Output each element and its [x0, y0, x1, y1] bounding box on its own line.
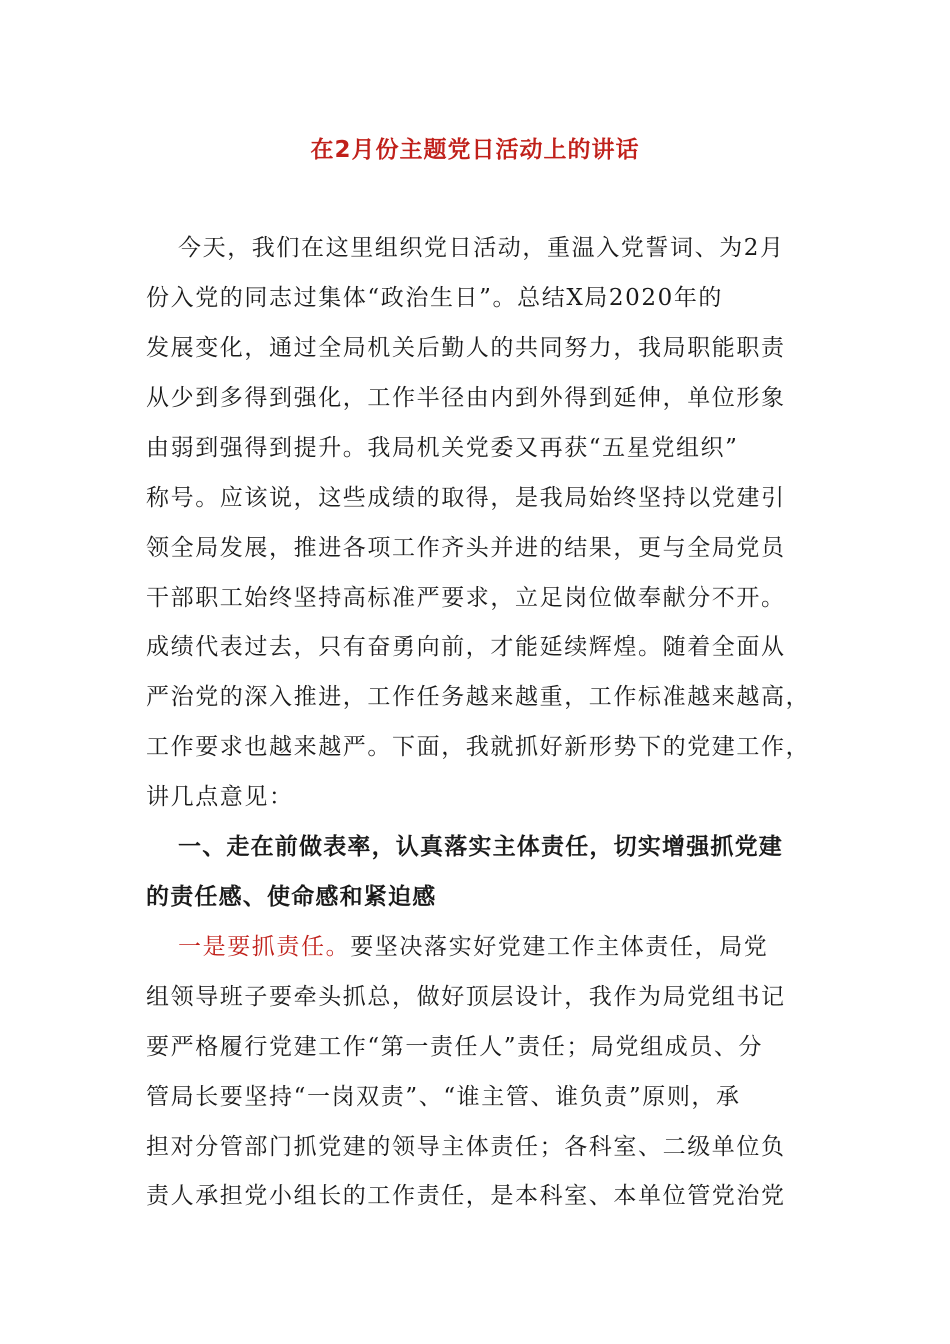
section-heading-text: 一、走在前做表率，认真落实主体责任，切实增强抓党建 [178, 834, 783, 860]
paragraph-2-line-text: 管局长要坚持“一岗双责”、“谁主管、谁负责”原则，承 [146, 1084, 741, 1110]
paragraph-1-line-text: 严治党的深入推进，工作任务越来越重，工作标准越来越高， [146, 684, 811, 710]
paragraph-1-line [0, 528, 950, 568]
paragraph-2-line [0, 1027, 950, 1067]
section-heading-line [0, 827, 950, 867]
paragraph-2-line-text: 组领导班子要牵头抓总，做好顶层设计，我作为局党组书记 [146, 984, 786, 1010]
paragraph-1-line-text: 发展变化，通过全局机关后勤人的共同努力，我局职能职责 [146, 335, 786, 361]
paragraph-1-line-text: 从少到多得到强化，工作半径由内到外得到延伸，单位形象 [146, 385, 786, 411]
paragraph-2-line [0, 927, 950, 967]
paragraph-2-line [0, 1176, 950, 1216]
paragraph-2-line [0, 1077, 950, 1117]
paragraph-1-line-text: 称号。应该说，这些成绩的取得，是我局始终坚持以党建引 [146, 485, 786, 511]
section-heading-line [0, 877, 950, 917]
paragraph-1-line-text: 干部职工始终坚持高标准严要求，立足岗位做奉献分不开。 [146, 585, 786, 611]
paragraph-1-line [0, 777, 950, 817]
paragraph-1-line [0, 278, 950, 318]
document-title: 在2月份主题党日活动上的讲话 [310, 137, 640, 163]
paragraph-1-line-text: 份入党的同志过集体“政治生日”。总结X局2020年的 [146, 285, 724, 311]
paragraph-1-line [0, 677, 950, 717]
paragraph-1-line [0, 328, 950, 368]
paragraph-1-line [0, 378, 950, 418]
paragraph-1-line-text: 讲几点意见： [146, 784, 294, 810]
paragraph-1-line [0, 578, 950, 618]
paragraph-2-line-text: 要严格履行党建工作“第一责任人”责任；局党组成员、分 [146, 1034, 764, 1060]
paragraph-1-line [0, 428, 950, 468]
paragraph-1-line [0, 627, 950, 667]
paragraph-1-line-text: 今天，我们在这里组织党日活动，重温入党誓词、为2月 [178, 235, 785, 261]
paragraph-2-line-text: 责人承担党小组长的工作责任，是本科室、本单位管党治党 [146, 1183, 786, 1209]
paragraph-2-line [0, 1127, 950, 1167]
paragraph-2-line-text: 要坚决落实好党建工作主体责任，局党 [350, 934, 769, 960]
paragraph-1-line-text: 成绩代表过去，只有奋勇向前，才能延续辉煌。随着全面从 [146, 634, 786, 660]
paragraph-1-line [0, 478, 950, 518]
paragraph-2-lead: 一是要抓责任。 [178, 934, 351, 960]
paragraph-1-line-text: 领全局发展，推进各项工作齐头并进的结果，更与全局党员 [146, 535, 786, 561]
paragraph-1-line [0, 228, 950, 268]
paragraph-1-line-text: 工作要求也越来越严。下面，我就抓好新形势下的党建工作， [146, 734, 811, 760]
paragraph-1-line-text: 由弱到强得到提升。我局机关党委又再获“五星党组织” [146, 435, 739, 461]
paragraph-2-line [0, 977, 950, 1017]
paragraph-1-line [0, 727, 950, 767]
section-heading-text: 的责任感、使命感和紧迫感 [146, 884, 437, 910]
paragraph-2-line-text: 担对分管部门抓党建的领导主体责任；各科室、二级单位负 [146, 1134, 786, 1160]
